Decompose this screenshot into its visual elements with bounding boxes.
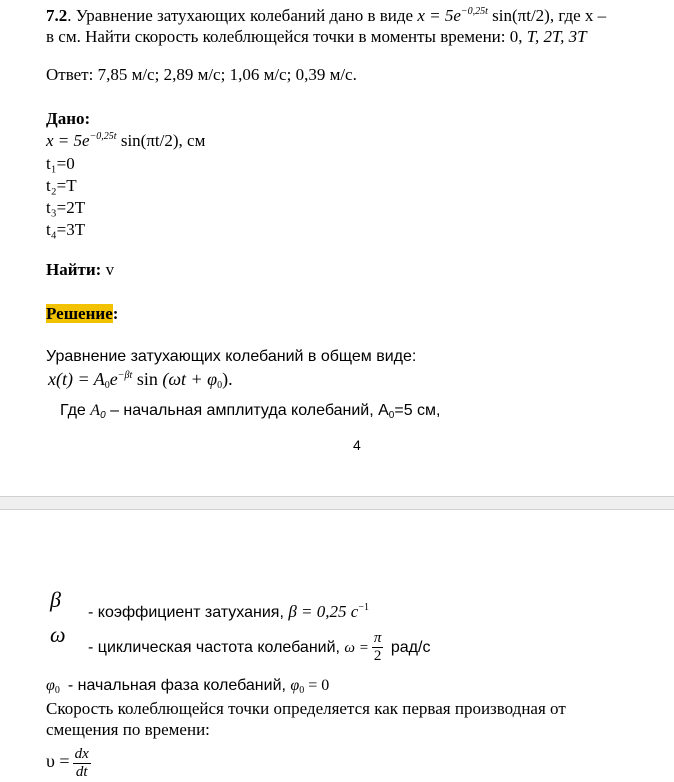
- formula-lhs: x(t) = A: [48, 369, 105, 389]
- beta-line: [88, 602, 369, 623]
- formula-arg: (ωt + φ: [162, 369, 218, 389]
- general-damped-formula: [48, 369, 233, 390]
- phi-value-tail: = 0: [304, 677, 330, 694]
- formula-exp: −βt: [117, 370, 133, 381]
- omega-fraction: [372, 630, 384, 665]
- omega-symbol: ω: [50, 622, 66, 647]
- beta-text: - коэффициент затухания,: [88, 604, 289, 621]
- page-number: 4: [353, 437, 361, 453]
- where-line: [60, 401, 441, 421]
- velocity-text-line-1: Скорость колеблющейся точки определяется как первая производная от: [46, 699, 566, 718]
- problem-formula-exponent: −0,25t: [460, 6, 488, 17]
- formula-e: e: [109, 369, 118, 389]
- where-tail: =5 см,: [394, 402, 441, 419]
- velocity-lhs: υ =: [46, 751, 70, 771]
- phi-value: φ: [290, 677, 300, 694]
- given-formula-tail: sin(πt/2), см: [120, 131, 206, 150]
- omega-unit: рад/с: [390, 639, 431, 656]
- given-item: t₁=0: [46, 154, 75, 173]
- answer-line: Ответ: 7,85 м/с; 2,89 м/с; 1,06 м/с; 0,39 м/с.: [46, 65, 357, 84]
- velocity-fraction: [73, 746, 91, 781]
- where-symbol: A: [90, 402, 101, 419]
- given-item: t₄=3T: [46, 220, 86, 239]
- given-title: Дано:: [46, 109, 91, 128]
- problem-moments: T, 2T, 3T: [526, 27, 587, 46]
- phi-value-sub: 0: [299, 685, 305, 696]
- problem-formula-x: x = 5e: [417, 6, 461, 25]
- beta-symbol: β: [50, 587, 61, 612]
- page-separator: [0, 496, 674, 510]
- velocity-text-line-2: смещения по времени:: [46, 720, 210, 739]
- problem-text: . Уравнение затухающих колебаний дано в виде: [67, 6, 418, 25]
- where-sub-2: 0: [388, 410, 395, 421]
- formula-arg-sub: 0: [217, 380, 223, 391]
- phi-symbol: φ: [46, 677, 55, 694]
- given-formula: [46, 131, 205, 151]
- omega-numerator: π: [373, 630, 382, 647]
- omega-line: [88, 628, 430, 668]
- problem-number: 7.2: [46, 6, 68, 25]
- where-symbol-sub: 0: [100, 410, 106, 421]
- phi-line: [46, 676, 329, 696]
- omega-lhs: ω =: [344, 640, 369, 656]
- problem-formula-tail: sin(πt/2), где x –: [492, 6, 607, 25]
- problem-text-line-2: в см. Найти скорость колеблющейся точки в моменты времени: 0,: [46, 27, 527, 46]
- velocity-denominator: dt: [75, 763, 88, 780]
- problem-statement-line-2: [46, 27, 587, 47]
- phi-text: - начальная фаза колебаний,: [67, 677, 291, 694]
- omega-text: - циклическая частота колебаний,: [88, 639, 345, 656]
- omega-denominator: 2: [373, 648, 382, 665]
- solution-heading: [46, 304, 118, 324]
- formula-sin: sin: [136, 369, 158, 389]
- velocity-formula: [46, 743, 94, 781]
- given-item: t₃=2T: [46, 198, 86, 217]
- where-prefix: Где: [60, 402, 91, 419]
- phi-symbol-sub: 0: [54, 685, 60, 696]
- formula-a-sub: 0: [104, 380, 110, 391]
- solution-intro: Уравнение затухающих колебаний в общем виде:: [46, 348, 417, 365]
- formula-close: ).: [222, 369, 233, 389]
- beta-exponent: −1: [358, 602, 369, 613]
- find-value: v: [105, 260, 115, 279]
- given-formula-x: x = 5e: [46, 131, 90, 150]
- solution-title: Решение: [46, 304, 113, 323]
- beta-value: β = 0,25 c: [288, 602, 359, 621]
- solution-colon: :: [112, 304, 119, 323]
- find-label: Найти:: [46, 260, 102, 279]
- where-text: – начальная амплитуда колебаний, A: [105, 402, 389, 419]
- given-formula-exponent: −0,25t: [89, 131, 117, 142]
- document-page-2: [0, 510, 674, 782]
- problem-statement-line-1: [46, 6, 606, 26]
- find-line: [46, 260, 114, 280]
- velocity-numerator: dx: [74, 745, 89, 762]
- given-item: t₂=T: [46, 176, 77, 195]
